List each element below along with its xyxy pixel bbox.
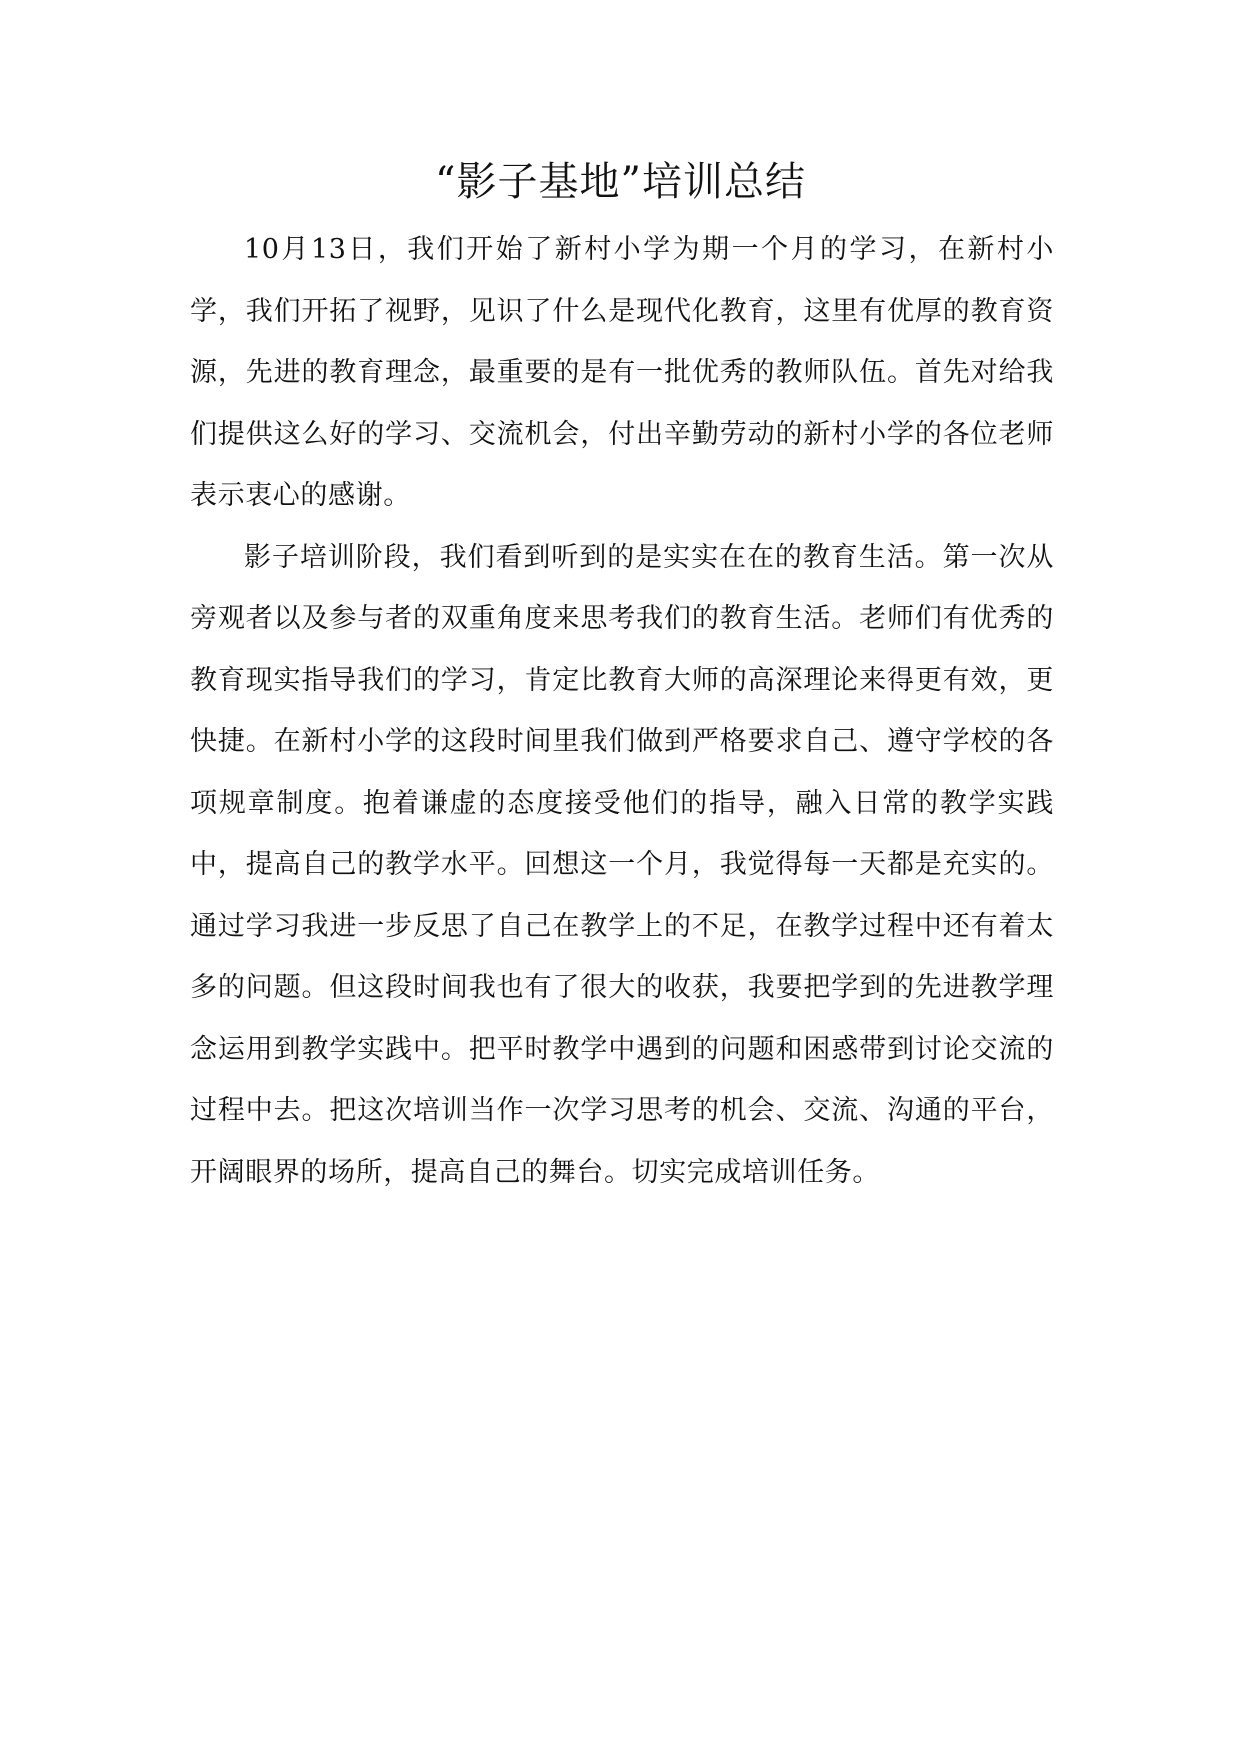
document-title: “影子基地”培训总结 <box>435 159 806 205</box>
document-body <box>190 219 1054 1203</box>
paragraph-2: 影子培训阶段，我们看到听到的是实实在在的教育生活。第一次从旁观者以及参与者的双重角度来思考我们的教育生活。老师们有优秀的教育现实指导我们的学习，肯定比教育大师的高深理论来得更有效，更快捷。在新村小学的这段时间里我们做到严格要求自己、遵守学校的各项规章制度。抱着谦虚的态度接受他们的指导，融入日常的教学实践中，提高自己的教学水平。回想这一个月，我觉得每一天都是充实的。通过学习我进一步反思了自己在教学上的不足，在教学过程中还有着太多的问题。但这段时间我也有了很大的收获，我要把学到的先进教学理念运用到教学实践中。把平时教学中遇到的问题和困惑带到讨论交流的过程中去。把这次培训当作一次学习思考的机会、交流、沟通的平台，开阔眼界的场所，提高自己的舞台。切实完成培训任务。 <box>190 541 1054 1188</box>
paragraph-1: 10月13日，我们开始了新村小学为期一个月的学习，在新村小学，我们开拓了视野，见识了什么是现代化教育，这里有优厚的教育资源，先进的教育理念，最重要的是有一批优秀的教师队伍。首先对给我们提供这么好的学习、交流机会，付出辛勤劳动的新村小学的各位老师表示衷心的感谢。 <box>190 234 1054 511</box>
